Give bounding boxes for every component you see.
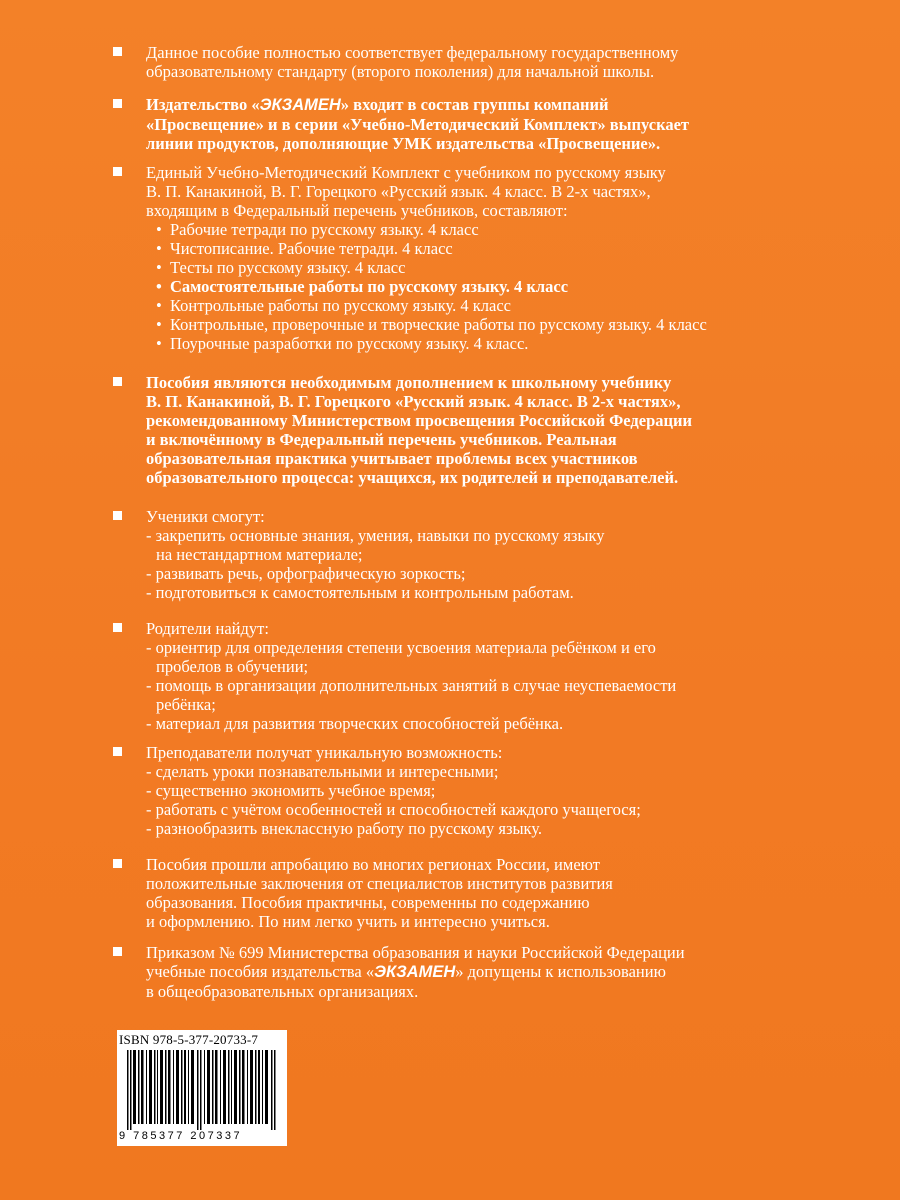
text-line: Данное пособие полностью соответствует федеральному государственному — [146, 43, 679, 62]
paragraph-publisher — [114, 95, 814, 153]
paragraph-parents — [114, 619, 814, 733]
dot-bullet-icon: • — [156, 239, 162, 258]
list-item-highlighted — [146, 277, 814, 296]
square-bullet-icon — [113, 47, 122, 56]
square-bullet-icon — [113, 747, 122, 756]
list-item-text: Контрольные работы по русскому языку. 4 класс — [170, 296, 511, 315]
text-line: «Просвещение» и в серии «Учебно-Методический Комплект» выпускает — [146, 115, 690, 134]
list-item — [146, 239, 814, 258]
paragraph-order — [114, 943, 814, 1001]
text-fragment: учебные пособия издательства « — [146, 962, 375, 981]
text-line: образовательная практика учитывает проблемы всех участников — [146, 449, 638, 468]
text-line: положительные заключения от специалистов институтов развития — [146, 874, 613, 893]
list-item-text: Тесты по русскому языку. 4 класс — [170, 258, 406, 277]
text-line: В. П. Канакиной, В. Г. Горецкого «Русский язык. 4 класс. В 2-х частях», — [146, 182, 651, 201]
text-line: - развивать речь, орфографическую зоркость; — [146, 564, 466, 583]
list-item-text: Самостоятельные работы по русскому языку. 4 класс — [170, 277, 569, 296]
list-item — [146, 296, 814, 315]
dot-bullet-icon: • — [156, 220, 162, 239]
text-line: Пособия являются необходимым дополнением к школьному учебнику — [146, 373, 672, 392]
text-line: образовательного процесса: учащихся, их родителей и преподавателей. — [146, 468, 679, 487]
list-item — [146, 315, 814, 334]
text-line: - сделать уроки познавательными и интересными; — [146, 762, 499, 781]
text-line: - работать с учётом особенностей и способностей каждого учащегося; — [146, 800, 641, 819]
text-line: Ученики смогут: — [146, 507, 265, 526]
list-item — [146, 220, 814, 239]
paragraph-standard — [114, 43, 814, 81]
text-line — [146, 95, 814, 115]
text-line: и включённому в Федеральный перечень учебников. Реальная — [146, 430, 617, 449]
text-line: образования. Пособия практичны, современны по содержанию — [146, 893, 590, 912]
text-line: - помощь в организации дополнительных занятий в случае неуспеваемости — [146, 676, 677, 695]
text-line: образовательному стандарту (второго поколения) для начальной школы. — [146, 62, 655, 81]
barcode-bars-icon — [127, 1050, 277, 1130]
text-line: Преподаватели получат уникальную возможность: — [146, 743, 503, 762]
isbn-barcode — [117, 1030, 287, 1146]
list-item-text: Чистописание. Рабочие тетради. 4 класс — [170, 239, 453, 258]
square-bullet-icon — [113, 947, 122, 956]
text-line: Пособия прошли апробацию во многих регионах России, имеют — [146, 855, 600, 874]
list-item — [146, 258, 814, 277]
dot-bullet-icon: • — [156, 258, 162, 277]
text-line: - закрепить основные знания, умения, навыки по русскому языку — [146, 526, 605, 545]
text-line: - существенно экономить учебное время; — [146, 781, 436, 800]
text-line: пробелов в обучении; — [156, 657, 309, 676]
text-line: линии продуктов, дополняющие УМК издательства «Просвещение». — [146, 134, 661, 153]
text-line: рекомендованному Министерством просвещения Российской Федерации — [146, 411, 693, 430]
text-line: в общеобразовательных организациях. — [146, 982, 419, 1001]
paragraph-teachers — [114, 743, 814, 838]
square-bullet-icon — [113, 377, 122, 386]
text-line: на нестандартном материале; — [156, 545, 363, 564]
paragraph-recommendation — [114, 373, 814, 487]
list-item — [146, 334, 814, 353]
isbn-label: ISBN 978-5-377-20733-7 — [119, 1032, 259, 1047]
dot-bullet-icon: • — [156, 315, 162, 334]
text-line: ребёнка; — [156, 695, 216, 714]
paragraph-umk — [114, 163, 814, 353]
list-item-text: Контрольные, проверочные и творческие работы по русскому языку. 4 класс — [170, 315, 707, 334]
text-fragment: » входит в состав группы компаний — [340, 95, 609, 114]
square-bullet-icon — [113, 511, 122, 520]
list-item-text: Рабочие тетради по русскому языку. 4 класс — [170, 220, 479, 239]
square-bullet-icon — [113, 623, 122, 632]
text-line: - подготовиться к самостоятельным и контрольным работам. — [146, 583, 574, 602]
dot-bullet-icon: • — [156, 334, 162, 353]
text-line: - разнообразить внеклассную работу по русскому языку. — [146, 819, 543, 838]
text-line: В. П. Канакиной, В. Г. Горецкого «Русский язык. 4 класс. В 2-х частях», — [146, 392, 681, 411]
text-line: - ориентир для определения степени усвоения материала ребёнком и его — [146, 638, 656, 657]
publisher-brand: ЭКЗАМЕН — [374, 963, 456, 981]
text-line: Родители найдут: — [146, 619, 269, 638]
text-fragment: Издательство « — [146, 95, 260, 114]
square-bullet-icon — [113, 859, 122, 868]
text-line: - материал для развития творческих способностей ребёнка. — [146, 714, 564, 733]
text-line — [146, 962, 814, 982]
list-item-text: Поурочные разработки по русскому языку. 4 класс. — [170, 334, 529, 353]
square-bullet-icon — [113, 167, 122, 176]
paragraph-students — [114, 507, 814, 602]
text-line: и оформлению. По ним легко учить и интересно учиться. — [146, 912, 550, 931]
dot-bullet-icon: • — [156, 296, 162, 315]
text-line: Единый Учебно-Методический Комплект с учебником по русскому языку — [146, 163, 666, 182]
text-line: Приказом № 699 Министерства образования и науки Российской Федерации — [146, 943, 685, 962]
paragraph-approbation — [114, 855, 814, 931]
publisher-brand: ЭКЗАМЕН — [259, 96, 341, 114]
barcode-digits: 9 785377 207337 — [119, 1130, 243, 1142]
square-bullet-icon — [113, 99, 122, 108]
text-fragment: » допущены к использованию — [455, 962, 666, 981]
text-line: входящим в Федеральный перечень учебников, составляют: — [146, 201, 568, 220]
dot-bullet-icon: • — [156, 277, 162, 296]
